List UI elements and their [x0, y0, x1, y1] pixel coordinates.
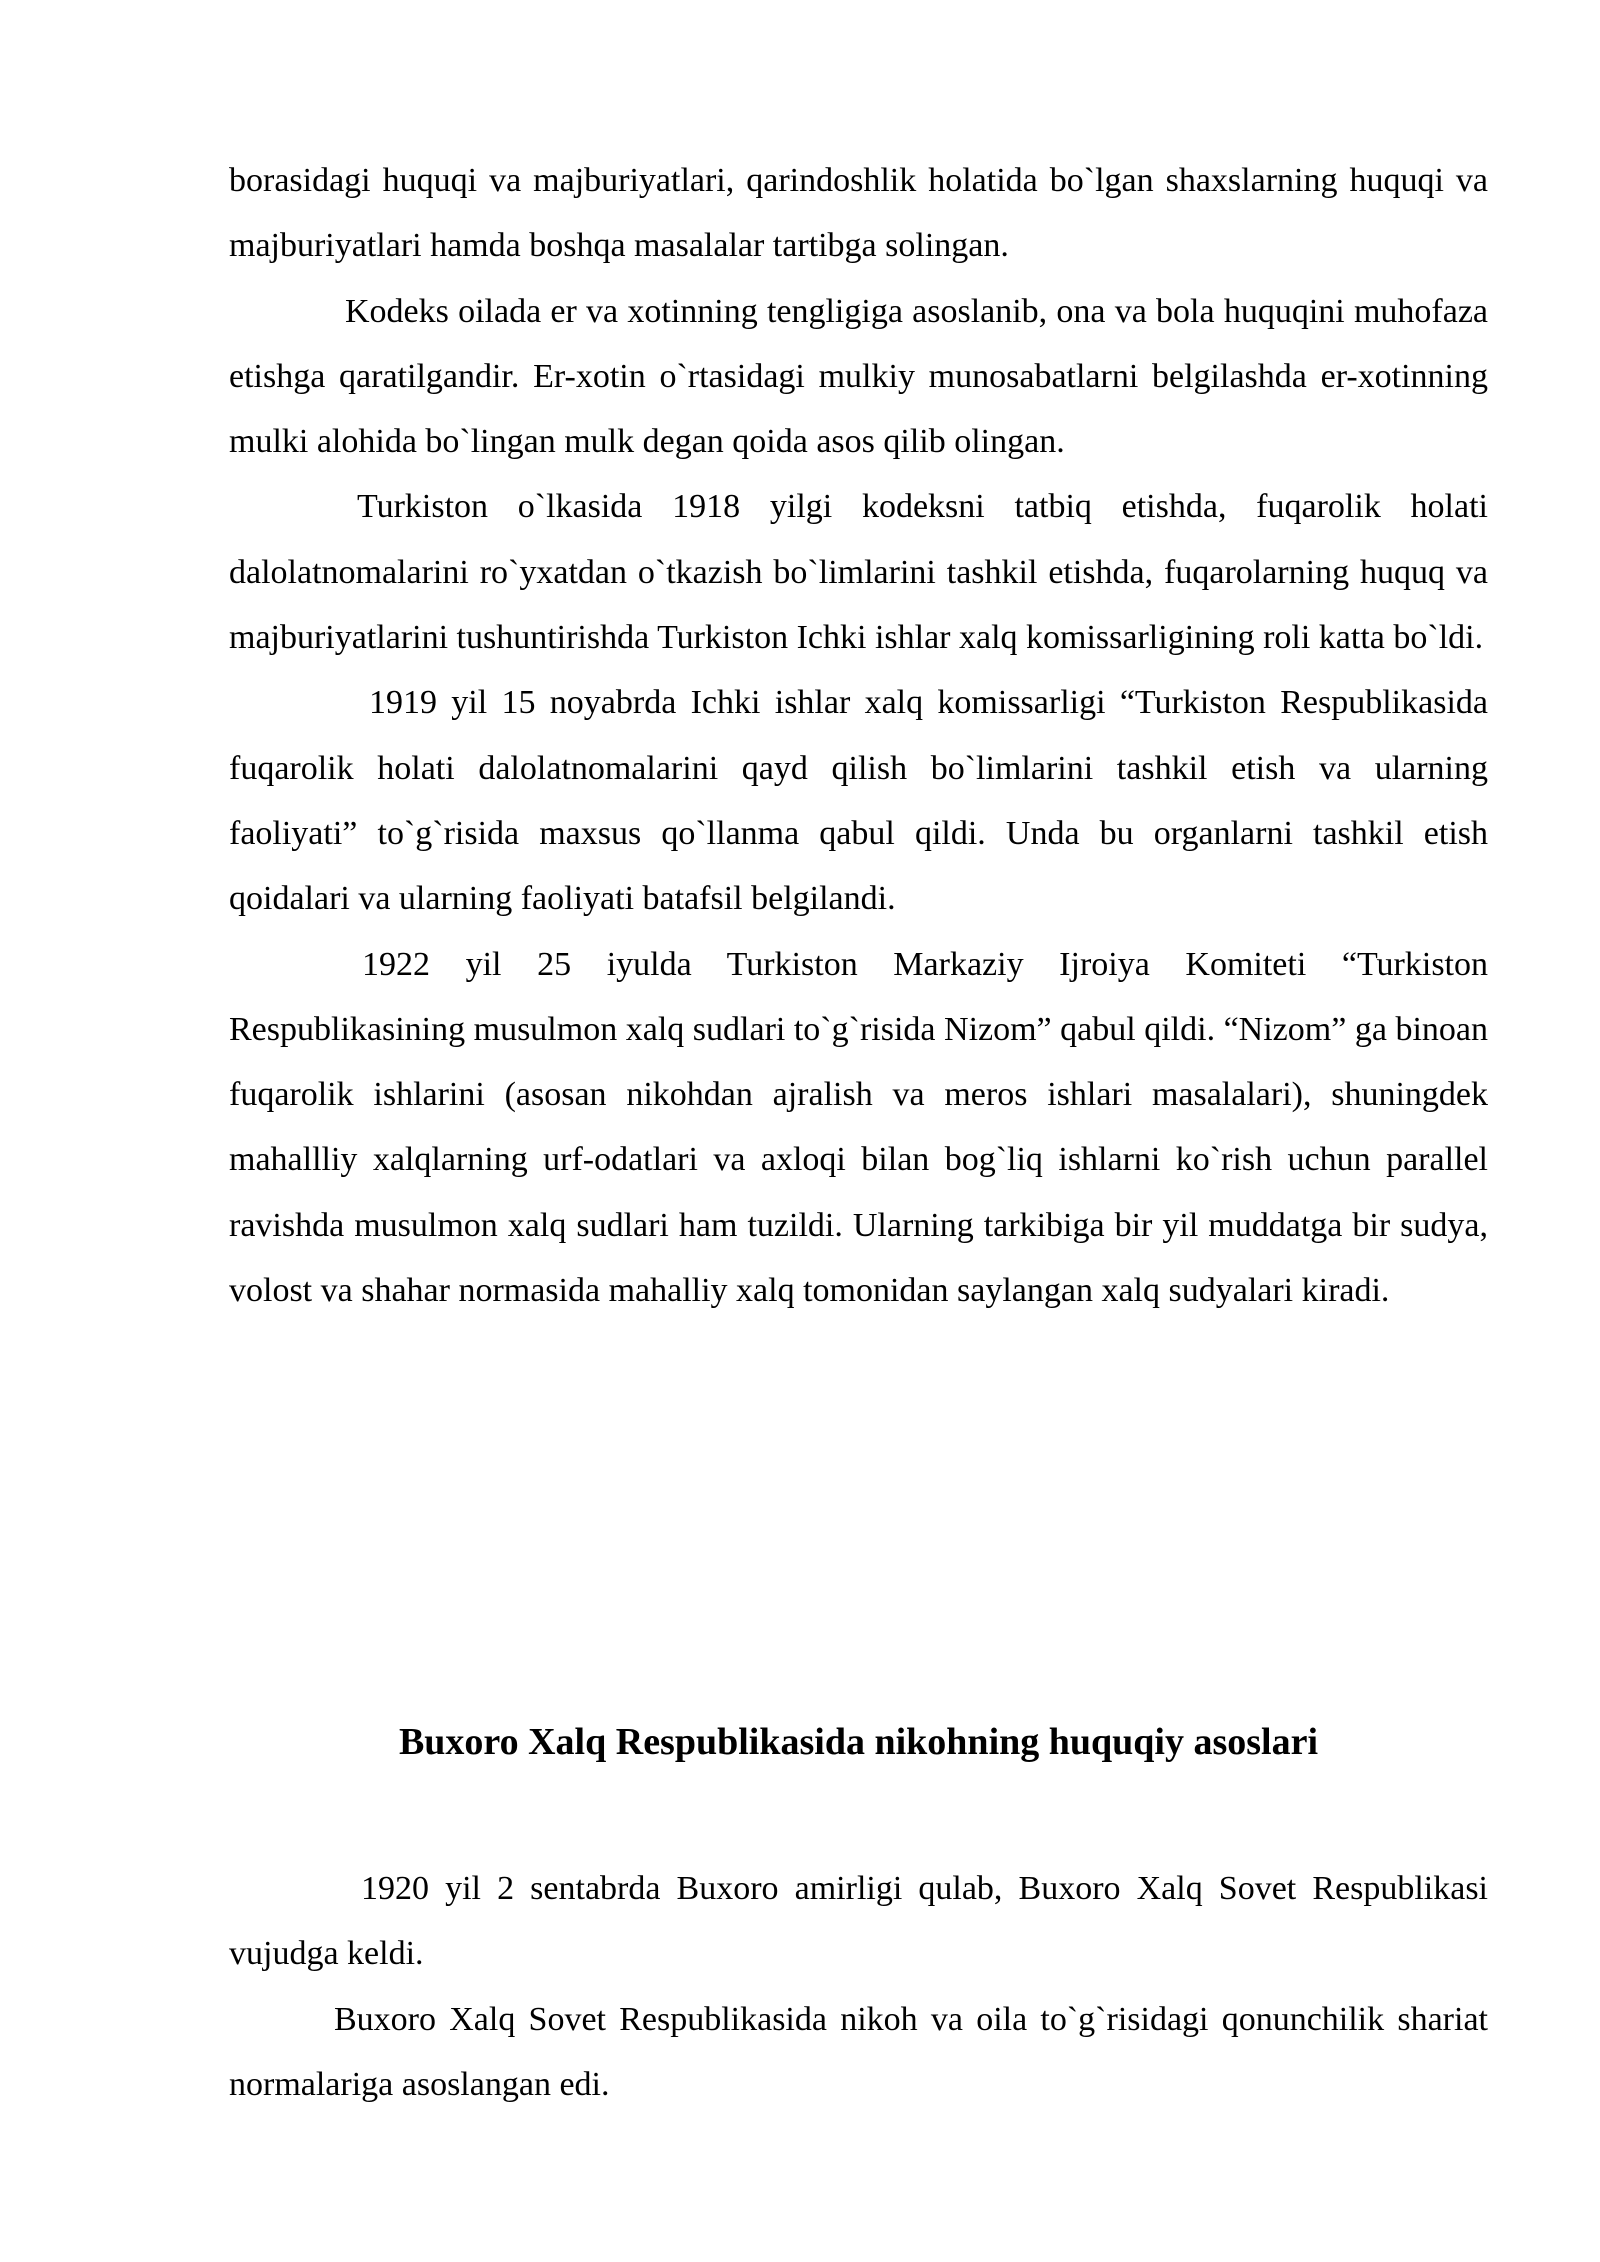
paragraph-1920: 1920 yil 2 sentabrda Buxoro amirligi qulab, Buxoro Xalq Sovet Respublikasi vujudga keldi. [229, 1870, 1488, 1973]
paragraph-kodeks: Kodeks oilada er va xotinning tengligiga asoslanib, ona va bola huquqini muhofaza etishga qaratilgandir. Er-xotin o`rtasidagi mulkiy munosabatlarni belgilashda er-xotinning mulki alohida bo`lingan mulk degan qoida asos qilib olingan. [229, 292, 1488, 461]
paragraph-buxoro-shariat: Buxoro Xalq Sovet Respublikasida nikoh va oila to`g`risidagi qonunchilik shariat normalariga asoslangan edi. [229, 2000, 1488, 2103]
paragraph-1922: 1922 yil 25 iyulda Turkiston Markaziy Ijroiya Komiteti “Turkiston Respublikasining musulmon xalq sudlari to`g`risida Nizom” qabul qildi. “Nizom” ga binoan fuqarolik ishlarini (asosan nikohdan ajralish va meros ishlari masalalari), shuningdek mahallliy xalqlarning urf-odatlari va axloqi bilan bog`liq ishlarni ko`rish uchun parallel ravishda musulmon xalq sudlari ham tuzildi. Ularning tarkibiga bir yil muddatga bir sudya, volost va shahar normasida mahalliy xalq tomonidan saylangan xalq sudyalari kiradi. [229, 945, 1488, 1310]
body-text [229, 148, 1488, 1323]
section-body-text [229, 1856, 1488, 2117]
paragraph-1919: 1919 yil 15 noyabrda Ichki ishlar xalq komissarligi “Turkiston Respublikasida fuqarolik holati dalolatnomalarini qayd qilish bo`limlarini tashkil etish va ularning faoliyati” to`g`risida maxsus qo`llanma qabul qildi. Unda bu organlarni tashkil etish qoidalari va ularning faoliyati batafsil belgilandi. [229, 684, 1488, 918]
paragraph-continuation: borasidagi huquqi va majburiyatlari, qarindoshlik holatida bo`lgan shaxslarning huquqi va majburiyatlari hamda boshqa masalalar tartibga solingan. [229, 162, 1488, 265]
section-heading: Buxoro Xalq Respublikasida nikohning huquqiy asoslari [398, 1721, 1319, 1763]
paragraph-turkiston-1918: Turkiston o`lkasida 1918 yilgi kodeksni tatbiq etishda, fuqarolik holati dalolatnomalarini ro`yxatdan o`tkazish bo`limlarini tashkil etishda, fuqarolarning huquq va majburiyatlarini tushuntirishda Turkiston Ichki ishlar xalq komissarligining roli katta bo`ldi. [229, 488, 1488, 657]
